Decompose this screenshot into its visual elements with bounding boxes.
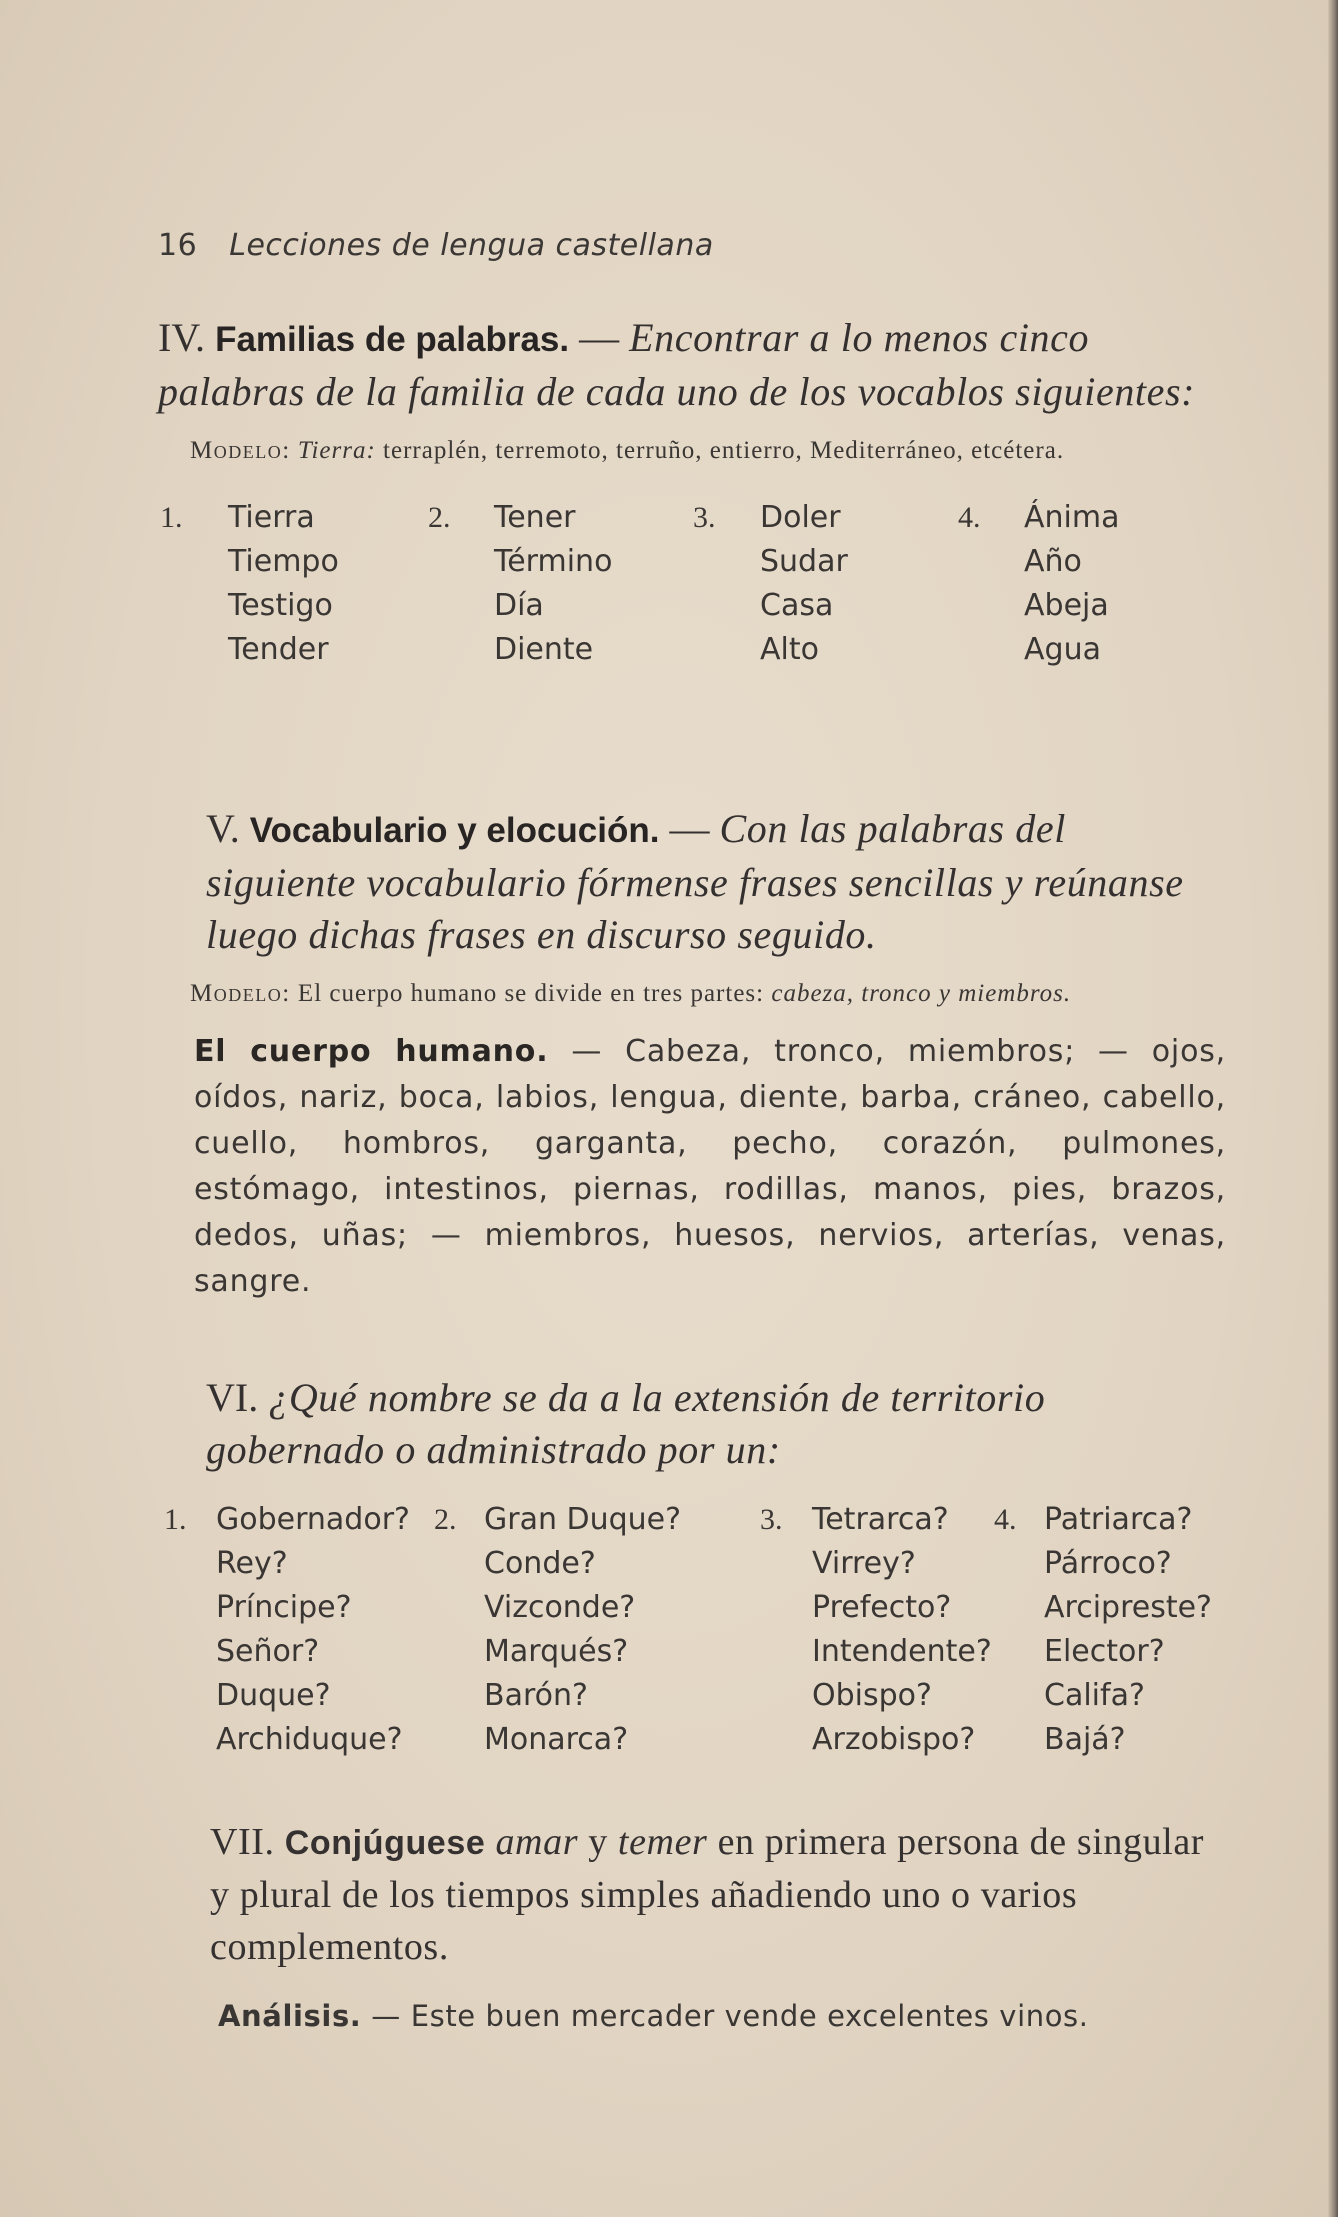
section-vi-col3 (812, 1498, 992, 1762)
section-vi-question: ¿Qué nombre se da a la extensión de territorio gobernado o administrado por un: (206, 1375, 1046, 1472)
word-item: Tiempo (228, 544, 339, 579)
word-item: Califa? (1044, 1678, 1145, 1713)
section-iv-model-word: Tierra: (297, 437, 376, 464)
word-item: Señor? (216, 1634, 320, 1669)
section-iv-model-text: terraplén, terremoto, terruño, entierro, Mediterráneo, etcétera. (383, 437, 1065, 464)
word-item: Vizconde? (484, 1590, 636, 1625)
book-title: Lecciones de lengua castellana (229, 228, 714, 263)
word-item: Sudar (760, 544, 848, 579)
page-edge (1328, 0, 1338, 2217)
section-vii-conj: y (588, 1821, 608, 1863)
word-item: Elector? (1044, 1634, 1165, 1669)
section-vi-col4-number: 4. (994, 1503, 1017, 1536)
section-v-heading (158, 803, 1226, 961)
section-vii-verb1: amar (495, 1821, 579, 1863)
section-v-vocab-text: — Cabeza, tronco, miembros; — ojos, oídos, nariz, boca, labios, lengua, diente, barba, cráneo, cabello, cuello, hombros, garganta, pecho, corazón, pulmones, estómago, intestinos, piernas, rodillas, manos, pies, brazos, dedos, uñas; — miembros, huesos, nervios, arterías, venas, sangre. (194, 1034, 1226, 1299)
section-vii-body: en primera persona de singular y plural de los tiempos simples añadiendo uno o varios complementos. (210, 1821, 1205, 1968)
word-item: Gobernador? (216, 1502, 410, 1537)
word-item: Agua (1024, 632, 1101, 667)
word-item: Monarca? (484, 1722, 629, 1757)
word-item: Alto (760, 632, 819, 667)
section-vii-numeral: VII. (210, 1821, 275, 1863)
section-iv-instruction: Encontrar a lo menos cinco palabras de la familia de cada uno de los vocablos siguientes: (158, 315, 1196, 414)
section-iv-title: Familias de palabras. (215, 320, 570, 359)
section-vi-col2 (484, 1498, 681, 1762)
section-vii-text (170, 1816, 1230, 1973)
section-vi-heading (158, 1372, 1226, 1476)
section-iv-word-grid (158, 496, 1226, 696)
word-item: Término (494, 544, 613, 579)
section-iv-col4 (1024, 496, 1119, 672)
word-item: Intendente? (812, 1634, 992, 1669)
section-vii (170, 1816, 1230, 2033)
analysis-label: Análisis. (218, 1999, 362, 2033)
word-item: Barón? (484, 1678, 588, 1713)
word-item: Año (1024, 544, 1082, 579)
word-item: Archiduque? (216, 1722, 403, 1757)
section-iv-dash: — (579, 315, 620, 360)
section-v-dash: — (669, 806, 710, 851)
section-iv-col1 (228, 496, 339, 672)
word-item: Casa (760, 588, 834, 623)
word-item: Testigo (228, 588, 333, 623)
word-item: Bajá? (1044, 1722, 1126, 1757)
section-iv-heading (158, 312, 1226, 418)
section-vi-col3-number: 3. (760, 1503, 783, 1536)
word-item: Conde? (484, 1546, 596, 1581)
section-vi-numeral: VI. (206, 1375, 259, 1420)
analysis-text: Este buen mercader vende excelentes vinos. (410, 1999, 1089, 2033)
section-v-model-text: El cuerpo humano se divide en tres partes: (297, 980, 765, 1007)
section-vi-word-grid (158, 1498, 1226, 1768)
section-vii-verb2: temer (617, 1821, 708, 1863)
word-item: Tierra (228, 500, 315, 535)
word-item: Tener (494, 500, 576, 535)
section-iv-numeral: IV. (158, 315, 206, 360)
section-vii-title: Conjúguese (284, 1824, 486, 1862)
section-iv-col1-number: 1. (160, 501, 183, 534)
word-item: Obispo? (812, 1678, 932, 1713)
section-iv-col2-number: 2. (428, 501, 451, 534)
section-vi-col4 (1044, 1498, 1212, 1762)
section-iv-col4-number: 4. (958, 501, 981, 534)
word-item: Párroco? (1044, 1546, 1172, 1581)
analysis-dash: — (371, 1999, 401, 2033)
section-iv-model (158, 432, 1226, 470)
section-v-instruction: Con las palabras del siguiente vocabulario fórmense frases sencillas y reúnanse luego dichas frases en discurso seguido. (206, 806, 1184, 957)
section-v-model-italic: cabeza, tronco y miembros. (771, 980, 1072, 1007)
section-iv (158, 312, 1226, 696)
analysis-line (170, 1999, 1230, 2033)
word-item: Tetrarca? (812, 1502, 949, 1537)
word-item: Doler (760, 500, 841, 535)
page-number: 16 (158, 228, 198, 263)
word-item: Día (494, 588, 544, 623)
section-v-numeral: V. (206, 806, 240, 851)
word-item: Virrey? (812, 1546, 916, 1581)
word-item: Rey? (216, 1546, 288, 1581)
word-item: Arzobispo? (812, 1722, 976, 1757)
section-v-title: Vocabulario y elocución. (249, 811, 660, 850)
section-v-vocab-title: El cuerpo humano. (194, 1034, 549, 1069)
section-v-model-label: Modelo: (190, 980, 291, 1007)
word-item: Tender (228, 632, 329, 667)
section-vi-col1 (216, 1498, 410, 1762)
word-item: Diente (494, 632, 594, 667)
word-item: Duque? (216, 1678, 331, 1713)
word-item: Arcipreste? (1044, 1590, 1212, 1625)
section-v-model (158, 975, 1226, 1013)
word-item: Abeja (1024, 588, 1109, 623)
section-vi (158, 1372, 1226, 1768)
word-item: Patriarca? (1044, 1502, 1193, 1537)
section-iv-col2 (494, 496, 612, 672)
section-vi-col1-number: 1. (164, 1503, 187, 1536)
section-v-vocabulary (158, 1029, 1226, 1305)
word-item: Marqués? (484, 1634, 629, 1669)
word-item: Prefecto? (812, 1590, 952, 1625)
section-iv-col3 (760, 496, 848, 672)
word-item: Ánima (1024, 500, 1120, 535)
section-v (158, 803, 1226, 1305)
section-vi-col2-number: 2. (434, 1503, 457, 1536)
section-iv-model-label: Modelo: (190, 437, 291, 464)
section-iv-col3-number: 3. (693, 501, 716, 534)
word-item: Príncipe? (216, 1590, 352, 1625)
running-header (158, 228, 714, 263)
word-item: Gran Duque? (484, 1502, 682, 1537)
